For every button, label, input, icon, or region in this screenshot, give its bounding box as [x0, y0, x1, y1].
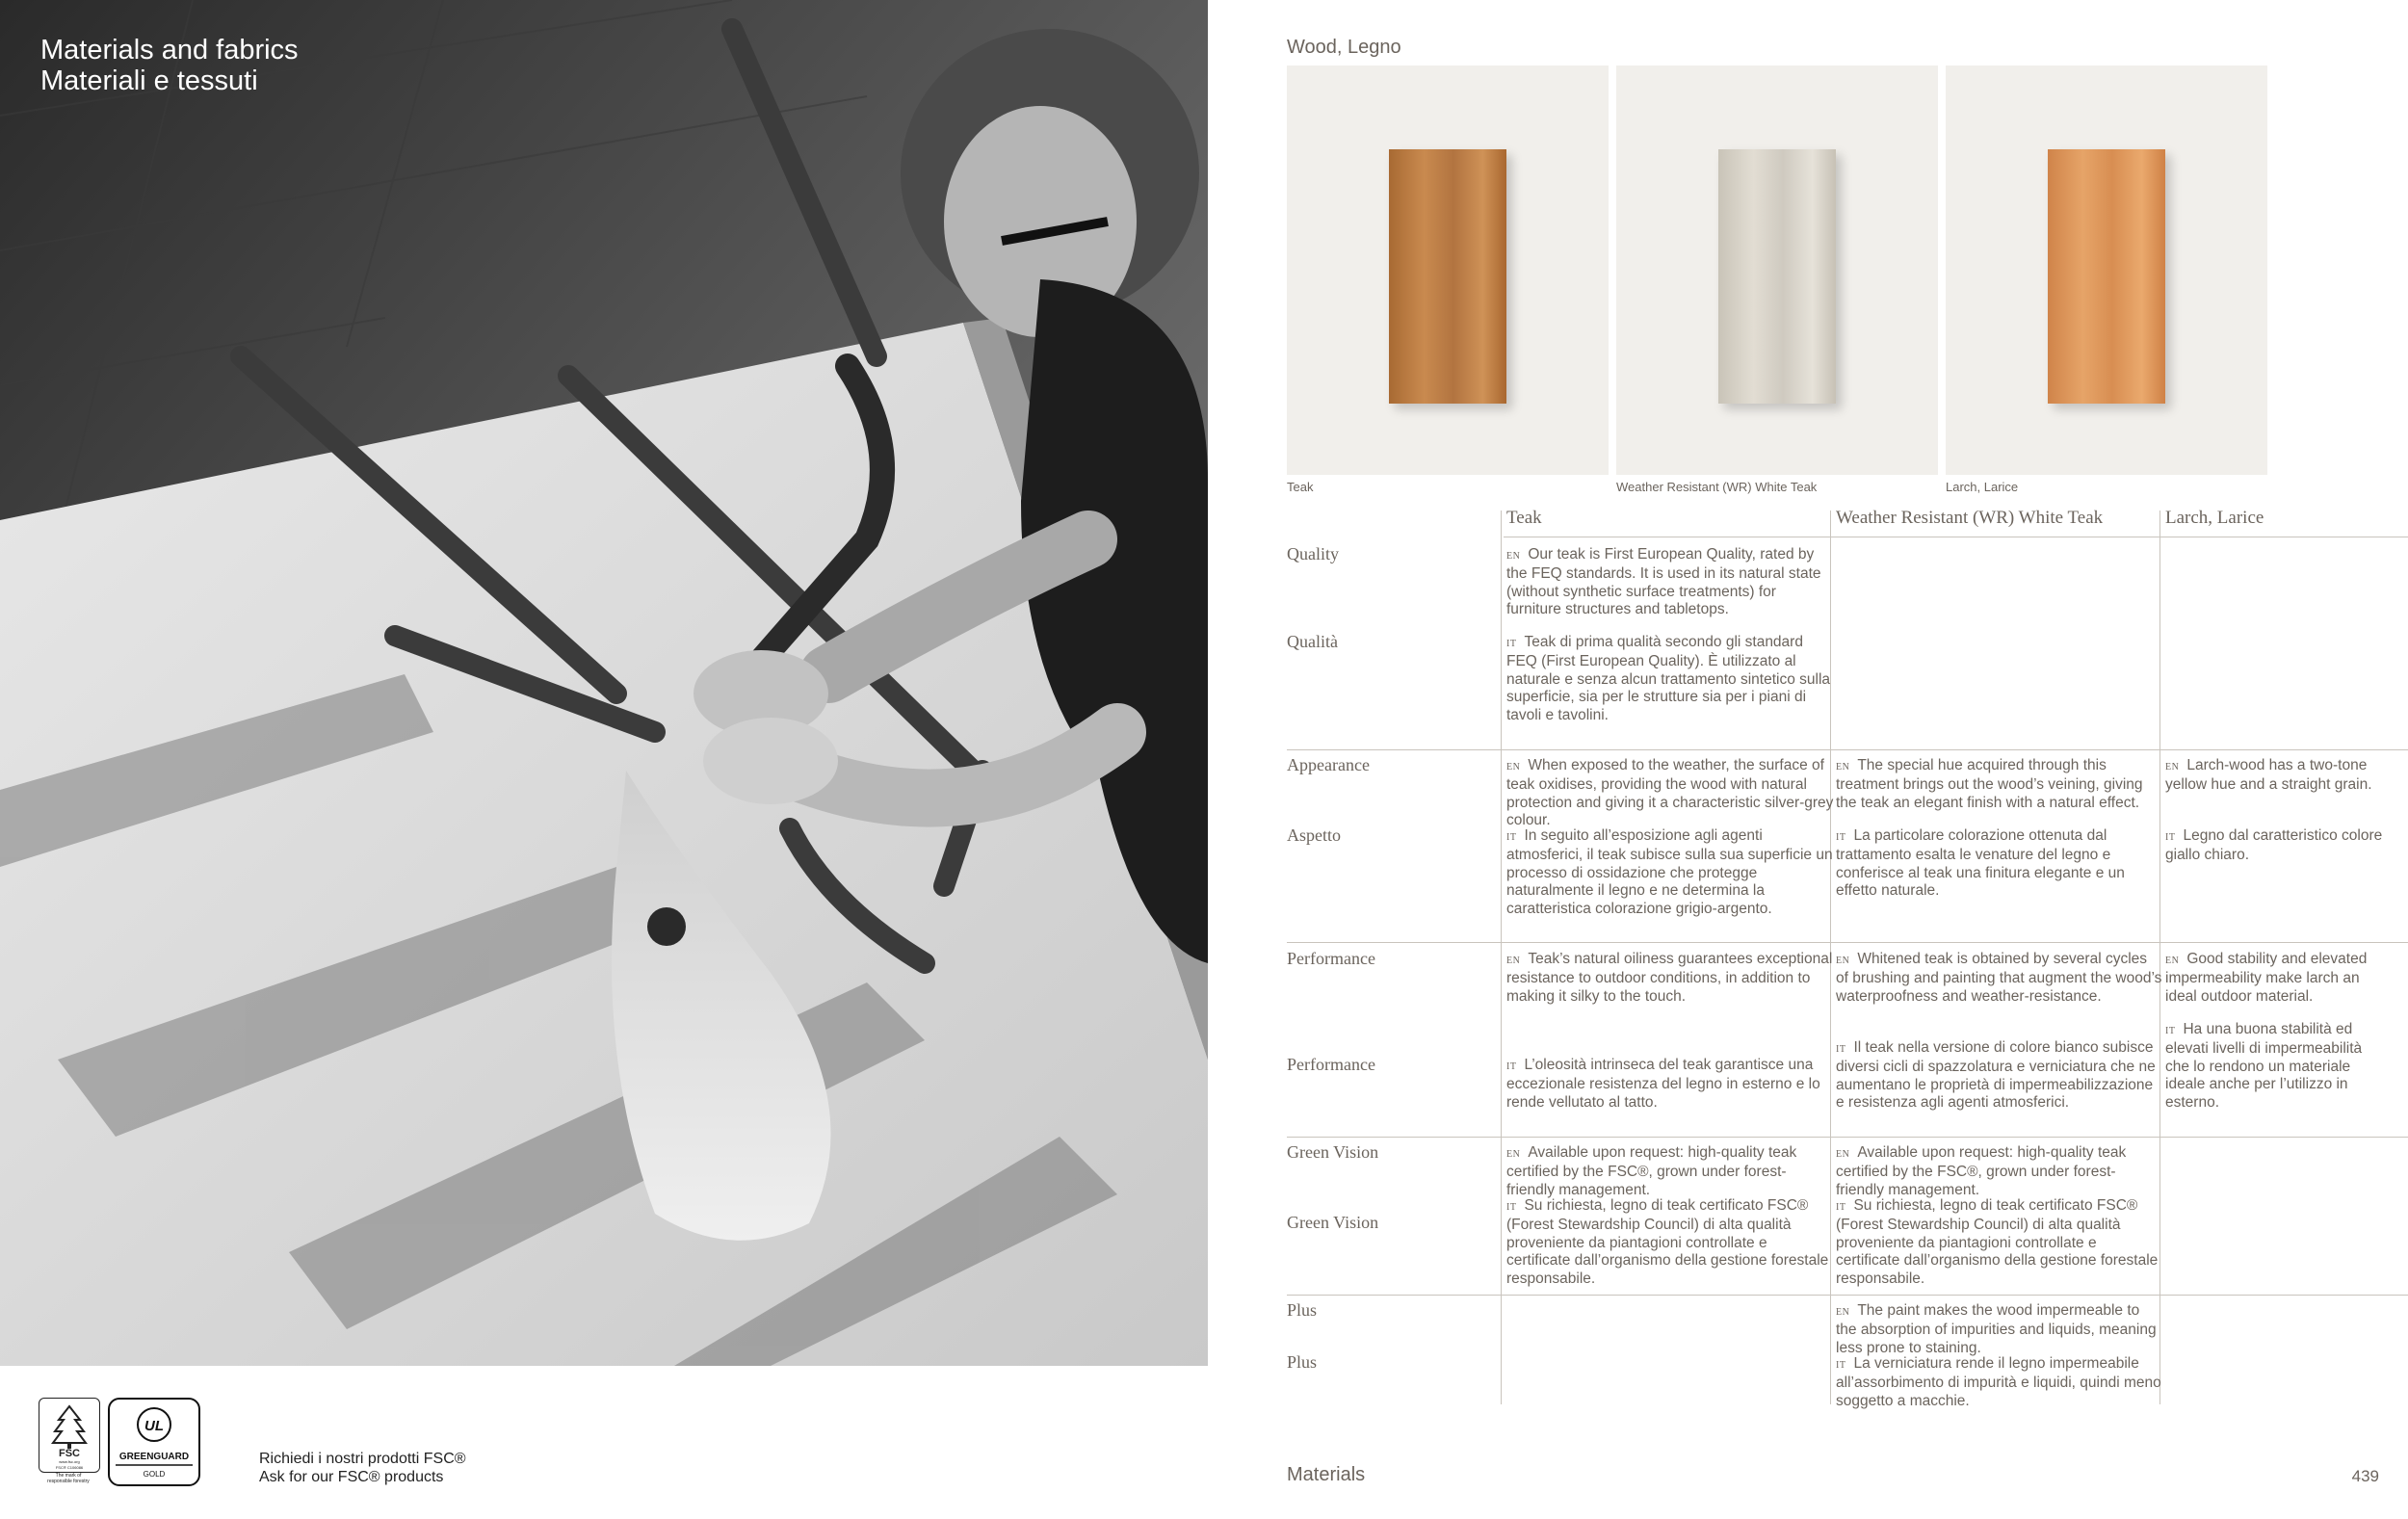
swatch-label-teak: Teak — [1287, 480, 1314, 494]
cell-performance-teak-it: IT L’oleosità intrinseca del teak garantisce una eccezionale resistenza del legno in esterno e lo rende vellutato al tatto. — [1506, 1057, 1820, 1111]
cell-performance-white-teak-it: IT Il teak nella versione di colore bianco subisce diversi cicli di spazzolatura e verniciatura che ne aumentano le proprietà di impermeabilizzazione e resistenza agli agenti atmosferici. — [1836, 1039, 2156, 1112]
table-divider — [1287, 749, 2408, 750]
svg-text:FSC® C106086: FSC® C106086 — [55, 1465, 84, 1470]
lang-tag-it: IT — [1506, 1202, 1517, 1213]
page-number: 439 — [2351, 1467, 2379, 1485]
cell-appearance-teak-en: EN When exposed to the weather, the surface of teak oxidises, providing the wood with natural protection and giving it a characteristic silver-grey colour. — [1506, 757, 1834, 829]
table-divider — [1287, 1137, 2408, 1138]
lang-tag-en: EN — [1836, 1149, 1850, 1160]
row-label-green-vision-it: Green Vision — [1287, 1213, 1379, 1232]
section-title: Wood, Legno — [1287, 37, 1401, 58]
cell-plus-white-teak-en: EN The paint makes the wood impermeable to the absorption of impurities and liquids, meaning less prone to staining. — [1836, 1302, 2157, 1356]
cell-green-vision-white-teak-en: EN Available upon request: high-quality teak certified by the FSC®, grown under forest-friendly management. — [1836, 1144, 2127, 1198]
cell-appearance-teak-it: IT In seguito all’esposizione agli agenti atmosferici, il teak subisce sulla sua superficie un processo di ossidazione che protegge naturalmente il legno e ne determina la caratteristica colorazione grigio-argento. — [1506, 827, 1833, 917]
cell-performance-larch-it: IT Ha una buona stabilità ed elevati livelli di impermeabilità che lo rendono un materiale ideale anche per l’utilizzo in esterno. — [2165, 1021, 2363, 1111]
cell-quality-teak-en: EN Our teak is First European Quality, rated by the FEQ standards. It is used in its natural state (without synthetic surface treatments) for furniture structures and tabletops. — [1506, 546, 1821, 618]
row-label-green-vision-en: Green Vision — [1287, 1142, 1379, 1162]
column-header-white-teak: Weather Resistant (WR) White Teak — [1836, 508, 2104, 528]
svg-text:GREENGUARD: GREENGUARD — [118, 1452, 190, 1462]
row-label-appearance-it: Aspetto — [1287, 825, 1341, 845]
fsc-request-note: Richiedi i nostri prodotti FSC® Ask for our FSC® products — [259, 1451, 466, 1485]
page-title — [40, 35, 299, 96]
lang-tag-it: IT — [1836, 1202, 1846, 1213]
lang-tag-en: EN — [2165, 956, 2180, 966]
column-header-larch: Larch, Larice — [2165, 508, 2264, 528]
row-label-performance-en: Performance — [1287, 949, 1375, 968]
lang-tag-en: EN — [1836, 956, 1850, 966]
photo-illustration — [0, 0, 1208, 1366]
lang-tag-en: EN — [1836, 1307, 1850, 1318]
cell-green-vision-teak-en: EN Available upon request: high-quality teak certified by the FSC®, grown under forest-friendly management. — [1506, 1144, 1797, 1198]
table-divider — [1501, 511, 1502, 1404]
cell-performance-teak-en: EN Teak’s natural oiliness guarantees exceptional resistance to outdoor conditions, in addition to making it silky to the touch. — [1506, 951, 1833, 1005]
row-label-performance-it: Performance — [1287, 1055, 1375, 1074]
cell-appearance-white-teak-it: IT La particolare colorazione ottenuta dal trattamento esalta le venature del legno e conferisce al teak una finitura elegante e un effetto naturale. — [1836, 827, 2125, 900]
cell-quality-teak-it: IT Teak di prima qualità secondo gli standard FEQ (First European Quality). È utilizzato al naturale e senza alcun trattamento sintetico sulla superficie, sia per le strutture sia per i piani di tavoli e tavolini. — [1506, 634, 1831, 723]
fsc-logo-caption: The mark of responsible forestry — [47, 1473, 90, 1484]
teak-swatch-sample — [1389, 149, 1506, 404]
lang-tag-it: IT — [2165, 1026, 2176, 1036]
lang-tag-it: IT — [1506, 832, 1517, 843]
lang-tag-it: IT — [1506, 1061, 1517, 1072]
table-divider — [1287, 1295, 2408, 1296]
page-title-it: Materiali e tessuti — [40, 65, 258, 96]
svg-text:UL: UL — [144, 1418, 164, 1434]
table-divider — [1287, 942, 2408, 943]
lang-tag-en: EN — [1506, 1149, 1521, 1160]
lang-tag-it: IT — [1836, 1044, 1846, 1055]
footer-section-name: Materials — [1287, 1464, 1366, 1485]
lang-tag-it: IT — [1836, 1360, 1846, 1371]
lang-tag-en: EN — [1836, 762, 1850, 773]
swatch-label-larch: Larch, Larice — [1946, 480, 2019, 494]
row-label-quality-en: Quality — [1287, 544, 1339, 563]
row-label-appearance-en: Appearance — [1287, 755, 1370, 774]
cell-performance-white-teak-en: EN Whitened teak is obtained by several cycles of brushing and painting that augment the wood’s waterproofness and weather-resistance. — [1836, 951, 2162, 1005]
larch-swatch-sample — [2048, 149, 2165, 404]
column-header-teak: Teak — [1506, 508, 1542, 528]
lang-tag-it: IT — [1506, 639, 1517, 649]
svg-text:www.fsc.org: www.fsc.org — [59, 1459, 80, 1464]
cell-appearance-white-teak-en: EN The special hue acquired through this treatment brings out the wood’s veining, giving the teak an elegant finish with a natural effect. — [1836, 757, 2143, 811]
cell-green-vision-teak-it: IT Su richiesta, legno di teak certificato FSC® (Forest Stewardship Council) di alta qualità proveniente da piantagioni controllate e certificate dall’organismo della gestione forestale responsabile. — [1506, 1197, 1829, 1287]
swatch-label-white-teak: Weather Resistant (WR) White Teak — [1616, 480, 1818, 494]
white-teak-swatch-sample — [1718, 149, 1836, 404]
cell-green-vision-white-teak-it: IT Su richiesta, legno di teak certificato FSC® (Forest Stewardship Council) di alta qualità proveniente da piantagioni controllate e certificate dall’organismo della gestione forestale responsabile. — [1836, 1197, 2159, 1287]
hero-photo — [0, 0, 1208, 1366]
lang-tag-it: IT — [2165, 832, 2176, 843]
cell-appearance-larch-en: EN Larch-wood has a two-tone yellow hue and a straight grain. — [2165, 757, 2372, 794]
lang-tag-en: EN — [1506, 762, 1521, 773]
row-label-plus-it: Plus — [1287, 1352, 1318, 1372]
swatch-teak — [1287, 65, 1609, 475]
row-label-plus-en: Plus — [1287, 1300, 1318, 1320]
lang-tag-en: EN — [1506, 956, 1521, 966]
swatch-larch — [1946, 65, 2267, 475]
page-title-en: Materials and fabrics — [40, 35, 299, 65]
fsc-logo — [39, 1398, 100, 1473]
lang-tag-en: EN — [2165, 762, 2180, 773]
greenguard-logo — [108, 1398, 200, 1486]
cell-performance-larch-en: EN Good stability and elevated impermeability make larch an ideal outdoor material. — [2165, 951, 2368, 1005]
svg-text:GOLD: GOLD — [143, 1470, 166, 1479]
cell-appearance-larch-it: IT Legno dal caratteristico colore giallo chiaro. — [2165, 827, 2383, 864]
row-label-quality-it: Qualità — [1287, 632, 1338, 651]
swatch-white-teak — [1616, 65, 1938, 475]
lang-tag-it: IT — [1836, 832, 1846, 843]
lang-tag-en: EN — [1506, 551, 1521, 562]
svg-text:FSC: FSC — [59, 1448, 80, 1459]
cell-plus-white-teak-it: IT La verniciatura rende il legno impermeabile all’assorbimento di impurità e liquidi, quindi meno soggetto a macchie. — [1836, 1355, 2161, 1409]
